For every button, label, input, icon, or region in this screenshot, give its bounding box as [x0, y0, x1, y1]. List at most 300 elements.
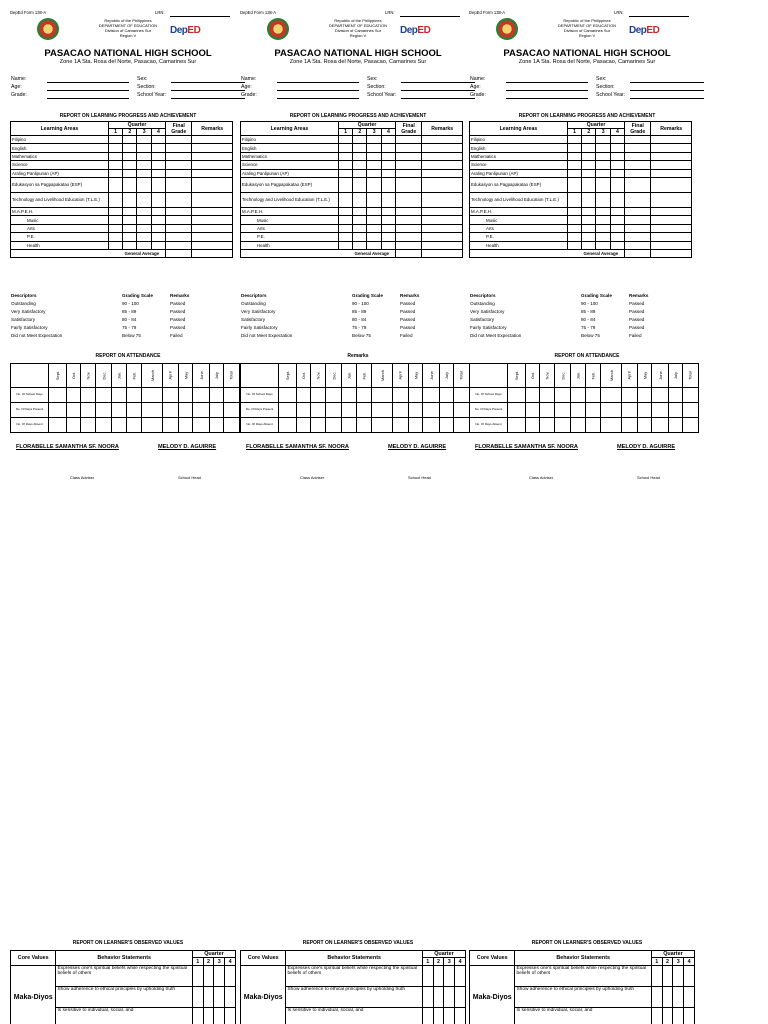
- grade-cell[interactable]: [596, 192, 610, 207]
- grade-cell[interactable]: [192, 233, 233, 241]
- value-rating-cell[interactable]: [422, 966, 433, 987]
- attendance-cell[interactable]: [571, 418, 586, 433]
- attendance-cell[interactable]: [126, 418, 141, 433]
- value-rating-cell[interactable]: [455, 987, 466, 1008]
- grade-cell[interactable]: [422, 152, 463, 160]
- attendance-cell[interactable]: [96, 388, 112, 403]
- grade-cell[interactable]: [192, 177, 233, 192]
- grade-cell[interactable]: [422, 207, 463, 215]
- grade-cell[interactable]: [166, 233, 192, 241]
- attendance-cell[interactable]: [682, 403, 698, 418]
- attendance-cell[interactable]: [209, 403, 223, 418]
- grade-cell[interactable]: [567, 224, 581, 232]
- attendance-cell[interactable]: [682, 388, 698, 403]
- grade-cell[interactable]: [166, 177, 192, 192]
- attendance-cell[interactable]: [193, 403, 210, 418]
- value-rating-cell[interactable]: [662, 987, 673, 1008]
- grade-cell[interactable]: [610, 207, 624, 215]
- attendance-cell[interactable]: [279, 418, 297, 433]
- grade-cell[interactable]: [338, 152, 352, 160]
- attendance-cell[interactable]: [423, 388, 440, 403]
- grade-cell[interactable]: [422, 136, 463, 144]
- grade-cell[interactable]: [381, 144, 395, 152]
- value-rating-cell[interactable]: [444, 1008, 455, 1024]
- grade-cell[interactable]: [396, 144, 422, 152]
- value-rating-cell[interactable]: [444, 987, 455, 1008]
- attendance-cell[interactable]: [326, 388, 342, 403]
- grade-cell[interactable]: [166, 136, 192, 144]
- grade-cell[interactable]: [396, 169, 422, 177]
- value-rating-cell[interactable]: [214, 1008, 225, 1024]
- grade-cell[interactable]: [381, 177, 395, 192]
- grade-cell[interactable]: [651, 216, 692, 224]
- value-rating-cell[interactable]: [214, 966, 225, 987]
- attendance-cell[interactable]: [112, 388, 127, 403]
- attendance-cell[interactable]: [423, 418, 440, 433]
- grade-cell[interactable]: [367, 136, 381, 144]
- grade-cell[interactable]: [381, 241, 395, 249]
- grade-cell[interactable]: [596, 144, 610, 152]
- attendance-cell[interactable]: [525, 403, 539, 418]
- grade-cell[interactable]: [625, 233, 651, 241]
- grade-cell[interactable]: [166, 207, 192, 215]
- grade-cell[interactable]: [610, 144, 624, 152]
- grade-cell[interactable]: [353, 169, 367, 177]
- attendance-cell[interactable]: [163, 418, 178, 433]
- grade-cell[interactable]: [582, 152, 596, 160]
- info-field[interactable]: [401, 82, 475, 83]
- grade-cell[interactable]: [192, 152, 233, 160]
- grade-cell[interactable]: [137, 144, 151, 152]
- attendance-cell[interactable]: [423, 403, 440, 418]
- lrn-field[interactable]: [400, 16, 460, 17]
- grade-cell[interactable]: [123, 216, 137, 224]
- attendance-cell[interactable]: [585, 403, 600, 418]
- attendance-cell[interactable]: [66, 388, 80, 403]
- grade-cell[interactable]: [396, 233, 422, 241]
- info-field[interactable]: [630, 98, 704, 99]
- grade-cell[interactable]: [108, 233, 122, 241]
- grade-cell[interactable]: [381, 233, 395, 241]
- attendance-cell[interactable]: [126, 388, 141, 403]
- attendance-cell[interactable]: [540, 418, 555, 433]
- attendance-cell[interactable]: [439, 388, 453, 403]
- grade-cell[interactable]: [108, 177, 122, 192]
- info-field[interactable]: [277, 98, 359, 99]
- attendance-cell[interactable]: [223, 403, 239, 418]
- grade-cell[interactable]: [651, 192, 692, 207]
- grade-cell[interactable]: [137, 192, 151, 207]
- grade-cell[interactable]: [625, 169, 651, 177]
- grade-cell[interactable]: [651, 169, 692, 177]
- grade-cell[interactable]: [151, 224, 165, 232]
- grade-cell[interactable]: [625, 192, 651, 207]
- grade-cell[interactable]: [367, 152, 381, 160]
- attendance-cell[interactable]: [637, 388, 652, 403]
- grade-cell[interactable]: [596, 207, 610, 215]
- grade-cell[interactable]: [192, 241, 233, 249]
- grade-cell[interactable]: [582, 192, 596, 207]
- attendance-cell[interactable]: [49, 388, 67, 403]
- grade-cell[interactable]: [108, 152, 122, 160]
- grade-cell[interactable]: [651, 136, 692, 144]
- attendance-cell[interactable]: [585, 388, 600, 403]
- grade-cell[interactable]: [610, 224, 624, 232]
- grade-cell[interactable]: [625, 216, 651, 224]
- value-rating-cell[interactable]: [433, 987, 444, 1008]
- grade-cell[interactable]: [625, 136, 651, 144]
- value-rating-cell[interactable]: [673, 987, 684, 1008]
- attendance-cell[interactable]: [296, 418, 310, 433]
- grade-cell[interactable]: [610, 152, 624, 160]
- grade-cell[interactable]: [625, 241, 651, 249]
- grade-cell[interactable]: [166, 161, 192, 169]
- grade-cell[interactable]: [166, 192, 192, 207]
- grade-cell[interactable]: [422, 177, 463, 192]
- value-rating-cell[interactable]: [203, 966, 214, 987]
- grade-cell[interactable]: [123, 152, 137, 160]
- value-rating-cell[interactable]: [684, 1008, 695, 1024]
- attendance-cell[interactable]: [637, 403, 652, 418]
- grade-cell[interactable]: [123, 136, 137, 144]
- grade-cell[interactable]: [396, 224, 422, 232]
- info-field[interactable]: [630, 82, 704, 83]
- attendance-cell[interactable]: [601, 403, 622, 418]
- grade-cell[interactable]: [192, 161, 233, 169]
- grade-cell[interactable]: [596, 169, 610, 177]
- attendance-cell[interactable]: [96, 403, 112, 418]
- attendance-cell[interactable]: [112, 403, 127, 418]
- info-field[interactable]: [401, 98, 475, 99]
- attendance-cell[interactable]: [453, 418, 469, 433]
- attendance-cell[interactable]: [296, 403, 310, 418]
- info-field[interactable]: [277, 90, 359, 91]
- attendance-cell[interactable]: [209, 418, 223, 433]
- grade-cell[interactable]: [353, 233, 367, 241]
- attendance-cell[interactable]: [356, 388, 371, 403]
- info-field[interactable]: [630, 90, 704, 91]
- info-field[interactable]: [47, 82, 129, 83]
- value-rating-cell[interactable]: [455, 966, 466, 987]
- grade-cell[interactable]: [108, 161, 122, 169]
- value-rating-cell[interactable]: [192, 966, 203, 987]
- info-field[interactable]: [401, 90, 475, 91]
- value-rating-cell[interactable]: [422, 987, 433, 1008]
- attendance-cell[interactable]: [279, 403, 297, 418]
- info-field[interactable]: [171, 82, 245, 83]
- grade-cell[interactable]: [353, 216, 367, 224]
- grade-cell[interactable]: [422, 233, 463, 241]
- grade-cell[interactable]: [353, 241, 367, 249]
- value-rating-cell[interactable]: [651, 1008, 662, 1024]
- attendance-cell[interactable]: [393, 403, 408, 418]
- grade-cell[interactable]: [396, 216, 422, 224]
- grade-cell[interactable]: [151, 192, 165, 207]
- value-rating-cell[interactable]: [651, 966, 662, 987]
- attendance-cell[interactable]: [49, 403, 67, 418]
- grade-cell[interactable]: [353, 207, 367, 215]
- grade-cell[interactable]: [338, 216, 352, 224]
- grade-cell[interactable]: [123, 177, 137, 192]
- grade-cell[interactable]: [123, 207, 137, 215]
- info-field[interactable]: [277, 82, 359, 83]
- grade-cell[interactable]: [137, 241, 151, 249]
- attendance-cell[interactable]: [585, 418, 600, 433]
- grade-cell[interactable]: [381, 192, 395, 207]
- grade-cell[interactable]: [625, 224, 651, 232]
- grade-cell[interactable]: [596, 241, 610, 249]
- attendance-cell[interactable]: [326, 418, 342, 433]
- grade-cell[interactable]: [567, 207, 581, 215]
- grade-cell[interactable]: [596, 136, 610, 144]
- value-rating-cell[interactable]: [662, 966, 673, 987]
- grade-cell[interactable]: [422, 249, 463, 257]
- attendance-cell[interactable]: [178, 403, 193, 418]
- grade-cell[interactable]: [422, 144, 463, 152]
- attendance-cell[interactable]: [209, 388, 223, 403]
- attendance-cell[interactable]: [408, 388, 423, 403]
- grade-cell[interactable]: [651, 177, 692, 192]
- grade-cell[interactable]: [396, 207, 422, 215]
- grade-cell[interactable]: [151, 144, 165, 152]
- attendance-cell[interactable]: [193, 418, 210, 433]
- grade-cell[interactable]: [567, 216, 581, 224]
- grade-cell[interactable]: [151, 233, 165, 241]
- grade-cell[interactable]: [192, 216, 233, 224]
- attendance-cell[interactable]: [637, 418, 652, 433]
- grade-cell[interactable]: [582, 216, 596, 224]
- attendance-cell[interactable]: [668, 388, 682, 403]
- grade-cell[interactable]: [381, 207, 395, 215]
- attendance-cell[interactable]: [622, 388, 637, 403]
- attendance-cell[interactable]: [571, 388, 586, 403]
- grade-cell[interactable]: [151, 169, 165, 177]
- attendance-cell[interactable]: [393, 388, 408, 403]
- grade-cell[interactable]: [108, 144, 122, 152]
- grade-cell[interactable]: [353, 224, 367, 232]
- grade-cell[interactable]: [338, 192, 352, 207]
- grade-cell[interactable]: [137, 152, 151, 160]
- attendance-cell[interactable]: [279, 388, 297, 403]
- grade-cell[interactable]: [123, 241, 137, 249]
- grade-cell[interactable]: [338, 233, 352, 241]
- grade-cell[interactable]: [367, 241, 381, 249]
- grade-cell[interactable]: [582, 233, 596, 241]
- attendance-cell[interactable]: [342, 418, 357, 433]
- grade-cell[interactable]: [582, 224, 596, 232]
- grade-cell[interactable]: [610, 136, 624, 144]
- attendance-cell[interactable]: [540, 388, 555, 403]
- grade-cell[interactable]: [338, 177, 352, 192]
- grade-cell[interactable]: [567, 161, 581, 169]
- value-rating-cell[interactable]: [684, 966, 695, 987]
- grade-cell[interactable]: [367, 224, 381, 232]
- attendance-cell[interactable]: [652, 388, 669, 403]
- attendance-cell[interactable]: [508, 403, 526, 418]
- attendance-cell[interactable]: [356, 418, 371, 433]
- grade-cell[interactable]: [166, 216, 192, 224]
- value-rating-cell[interactable]: [673, 966, 684, 987]
- attendance-cell[interactable]: [555, 418, 571, 433]
- attendance-cell[interactable]: [393, 418, 408, 433]
- grade-cell[interactable]: [123, 144, 137, 152]
- grade-cell[interactable]: [625, 161, 651, 169]
- grade-cell[interactable]: [151, 152, 165, 160]
- grade-cell[interactable]: [596, 216, 610, 224]
- grade-cell[interactable]: [123, 161, 137, 169]
- grade-cell[interactable]: [381, 161, 395, 169]
- grade-cell[interactable]: [582, 136, 596, 144]
- info-field[interactable]: [506, 98, 588, 99]
- grade-cell[interactable]: [137, 177, 151, 192]
- attendance-cell[interactable]: [178, 418, 193, 433]
- grade-cell[interactable]: [567, 233, 581, 241]
- value-rating-cell[interactable]: [214, 987, 225, 1008]
- grade-cell[interactable]: [192, 144, 233, 152]
- grade-cell[interactable]: [123, 192, 137, 207]
- grade-cell[interactable]: [396, 249, 422, 257]
- attendance-cell[interactable]: [81, 418, 96, 433]
- value-rating-cell[interactable]: [433, 966, 444, 987]
- attendance-cell[interactable]: [408, 418, 423, 433]
- attendance-cell[interactable]: [96, 418, 112, 433]
- grade-cell[interactable]: [192, 192, 233, 207]
- grade-cell[interactable]: [567, 169, 581, 177]
- attendance-cell[interactable]: [311, 403, 326, 418]
- grade-cell[interactable]: [353, 192, 367, 207]
- grade-cell[interactable]: [422, 241, 463, 249]
- grade-cell[interactable]: [610, 216, 624, 224]
- grade-cell[interactable]: [396, 192, 422, 207]
- attendance-cell[interactable]: [682, 418, 698, 433]
- grade-cell[interactable]: [166, 152, 192, 160]
- grade-cell[interactable]: [582, 161, 596, 169]
- grade-cell[interactable]: [422, 216, 463, 224]
- grade-cell[interactable]: [625, 144, 651, 152]
- grade-cell[interactable]: [151, 177, 165, 192]
- attendance-cell[interactable]: [652, 403, 669, 418]
- attendance-cell[interactable]: [142, 388, 163, 403]
- grade-cell[interactable]: [651, 241, 692, 249]
- grade-cell[interactable]: [625, 152, 651, 160]
- info-field[interactable]: [506, 90, 588, 91]
- grade-cell[interactable]: [567, 177, 581, 192]
- attendance-cell[interactable]: [439, 403, 453, 418]
- value-rating-cell[interactable]: [673, 1008, 684, 1024]
- grade-cell[interactable]: [353, 136, 367, 144]
- attendance-cell[interactable]: [525, 388, 539, 403]
- attendance-cell[interactable]: [622, 418, 637, 433]
- grade-cell[interactable]: [381, 224, 395, 232]
- attendance-cell[interactable]: [668, 403, 682, 418]
- grade-cell[interactable]: [582, 241, 596, 249]
- attendance-cell[interactable]: [311, 418, 326, 433]
- attendance-cell[interactable]: [296, 388, 310, 403]
- grade-cell[interactable]: [422, 224, 463, 232]
- value-rating-cell[interactable]: [433, 1008, 444, 1024]
- grade-cell[interactable]: [422, 161, 463, 169]
- value-rating-cell[interactable]: [662, 1008, 673, 1024]
- grade-cell[interactable]: [108, 192, 122, 207]
- grade-cell[interactable]: [582, 169, 596, 177]
- grade-cell[interactable]: [567, 136, 581, 144]
- info-field[interactable]: [506, 82, 588, 83]
- grade-cell[interactable]: [137, 224, 151, 232]
- grade-cell[interactable]: [166, 169, 192, 177]
- grade-cell[interactable]: [338, 169, 352, 177]
- grade-cell[interactable]: [596, 152, 610, 160]
- value-rating-cell[interactable]: [192, 987, 203, 1008]
- attendance-cell[interactable]: [372, 403, 393, 418]
- grade-cell[interactable]: [151, 241, 165, 249]
- grade-cell[interactable]: [137, 161, 151, 169]
- grade-cell[interactable]: [381, 136, 395, 144]
- attendance-cell[interactable]: [163, 403, 178, 418]
- attendance-cell[interactable]: [178, 388, 193, 403]
- value-rating-cell[interactable]: [203, 987, 214, 1008]
- grade-cell[interactable]: [567, 241, 581, 249]
- grade-cell[interactable]: [338, 136, 352, 144]
- grade-cell[interactable]: [137, 233, 151, 241]
- grade-cell[interactable]: [596, 233, 610, 241]
- grade-cell[interactable]: [567, 144, 581, 152]
- grade-cell[interactable]: [367, 169, 381, 177]
- grade-cell[interactable]: [582, 177, 596, 192]
- attendance-cell[interactable]: [540, 403, 555, 418]
- grade-cell[interactable]: [396, 161, 422, 169]
- attendance-cell[interactable]: [112, 418, 127, 433]
- grade-cell[interactable]: [582, 207, 596, 215]
- attendance-cell[interactable]: [193, 388, 210, 403]
- value-rating-cell[interactable]: [684, 987, 695, 1008]
- grade-cell[interactable]: [353, 177, 367, 192]
- attendance-cell[interactable]: [508, 388, 526, 403]
- attendance-cell[interactable]: [601, 418, 622, 433]
- grade-cell[interactable]: [651, 161, 692, 169]
- grade-cell[interactable]: [192, 249, 233, 257]
- attendance-cell[interactable]: [326, 403, 342, 418]
- attendance-cell[interactable]: [223, 388, 239, 403]
- attendance-cell[interactable]: [453, 403, 469, 418]
- grade-cell[interactable]: [108, 224, 122, 232]
- attendance-cell[interactable]: [66, 418, 80, 433]
- attendance-cell[interactable]: [622, 403, 637, 418]
- lrn-field[interactable]: [629, 16, 689, 17]
- grade-cell[interactable]: [596, 224, 610, 232]
- grade-cell[interactable]: [625, 249, 651, 257]
- grade-cell[interactable]: [396, 241, 422, 249]
- info-field[interactable]: [47, 98, 129, 99]
- lrn-field[interactable]: [170, 16, 230, 17]
- value-rating-cell[interactable]: [225, 966, 236, 987]
- grade-cell[interactable]: [367, 207, 381, 215]
- grade-cell[interactable]: [596, 177, 610, 192]
- grade-cell[interactable]: [367, 233, 381, 241]
- attendance-cell[interactable]: [508, 418, 526, 433]
- attendance-cell[interactable]: [81, 388, 96, 403]
- grade-cell[interactable]: [151, 216, 165, 224]
- grade-cell[interactable]: [338, 161, 352, 169]
- grade-cell[interactable]: [367, 144, 381, 152]
- grade-cell[interactable]: [123, 224, 137, 232]
- grade-cell[interactable]: [338, 144, 352, 152]
- grade-cell[interactable]: [610, 169, 624, 177]
- attendance-cell[interactable]: [601, 388, 622, 403]
- grade-cell[interactable]: [422, 192, 463, 207]
- grade-cell[interactable]: [137, 136, 151, 144]
- grade-cell[interactable]: [567, 152, 581, 160]
- attendance-cell[interactable]: [163, 388, 178, 403]
